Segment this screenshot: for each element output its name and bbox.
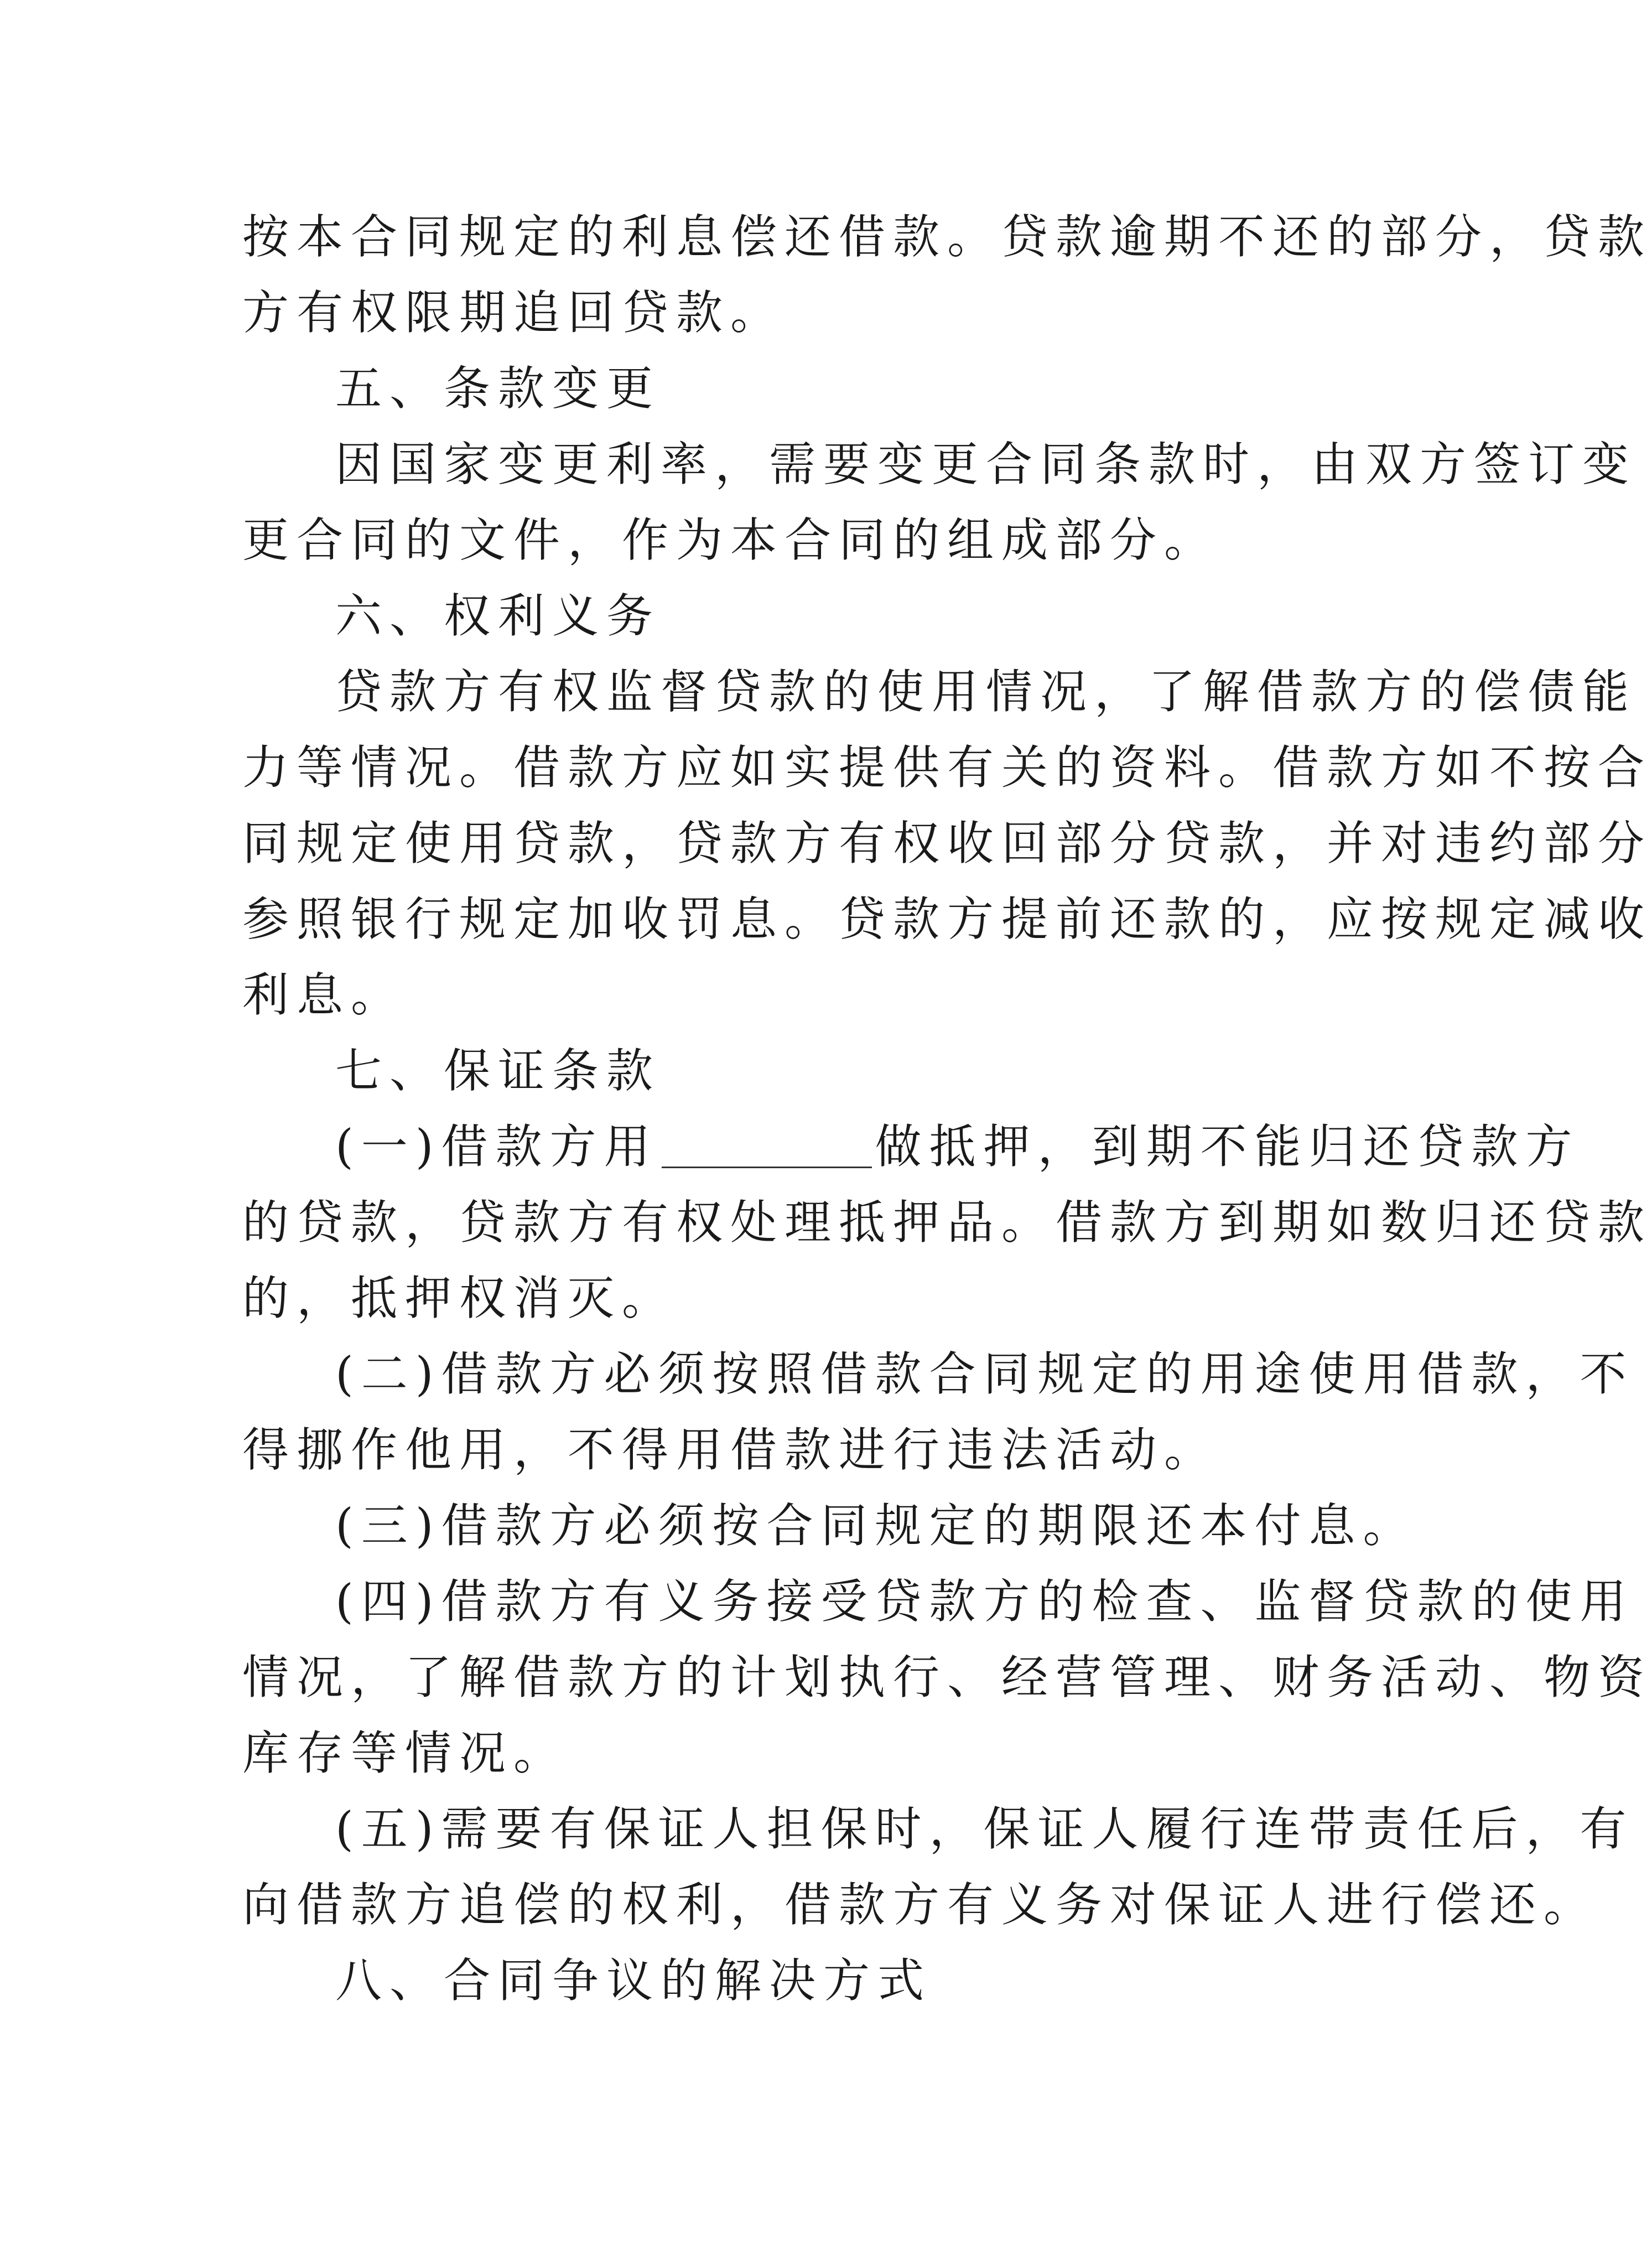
text-line: 贷款方有权监督贷款的使用情况，了解借款方的偿债能 <box>335 665 1637 719</box>
text-line: 向借款方追偿的权利，借款方有义务对保证人进行偿还。 <box>242 1878 1598 1932</box>
text-line: 的贷款，贷款方有权处理抵押品。借款方到期如数归还贷款 <box>242 1195 1652 1250</box>
contract-text <box>242 199 1652 2019</box>
text-line: 得挪作他用，不得用借款进行违法活动。 <box>242 1423 1219 1477</box>
section-heading-terms-change: 五、条款变更 <box>335 361 661 416</box>
section-heading-dispute-resolution: 八、合同争议的解决方式 <box>335 1953 932 2008</box>
text-before-blank: (一)借款方用 <box>335 1119 658 1174</box>
text-line: 参照银行规定加收罚息。贷款方提前还款的，应按规定减收 <box>242 892 1652 946</box>
text-line: 方有权限期追回贷款。 <box>242 286 785 340</box>
text-line: (五)需要有保证人担保时，保证人履行连带责任后，有 <box>335 1802 1634 1856</box>
section-heading-rights-obligations: 六、权利义务 <box>335 589 661 643</box>
text-line: (四)借款方有义务接受贷款方的检查、监督贷款的使用 <box>335 1574 1634 1629</box>
section-heading-guarantee-terms: 七、保证条款 <box>335 1044 661 1098</box>
text-line: 同规定使用贷款，贷款方有权收回部分贷款，并对违约部分 <box>242 816 1652 870</box>
text-line: 更合同的文件，作为本合同的组成部分。 <box>242 513 1219 567</box>
text-line: 按本合同规定的利息偿还借款。贷款逾期不还的部分，贷款 <box>242 210 1652 264</box>
text-line: 因国家变更利率，需要变更合同条款时，由双方签订变 <box>335 437 1637 491</box>
text-line: 利息。 <box>242 968 406 1022</box>
collateral-blank-field <box>662 1122 872 1168</box>
text-line: 情况，了解借款方的计划执行、经营管理、财务活动、物资 <box>242 1650 1652 1704</box>
text-line: 库存等情况。 <box>242 1726 568 1780</box>
text-line: (三)借款方必须按合同规定的期限还本付息。 <box>335 1499 1417 1553</box>
text-line-with-blank <box>242 1109 1580 1185</box>
text-line: 的，抵押权消灭。 <box>242 1271 677 1325</box>
text-line: (二)借款方必须按照借款合同规定的用途使用借款，不 <box>335 1347 1634 1401</box>
text-after-blank: 做抵押，到期不能归还贷款方 <box>875 1119 1580 1174</box>
text-line: 力等情况。借款方应如实提供有关的资料。借款方如不按合 <box>242 740 1652 795</box>
